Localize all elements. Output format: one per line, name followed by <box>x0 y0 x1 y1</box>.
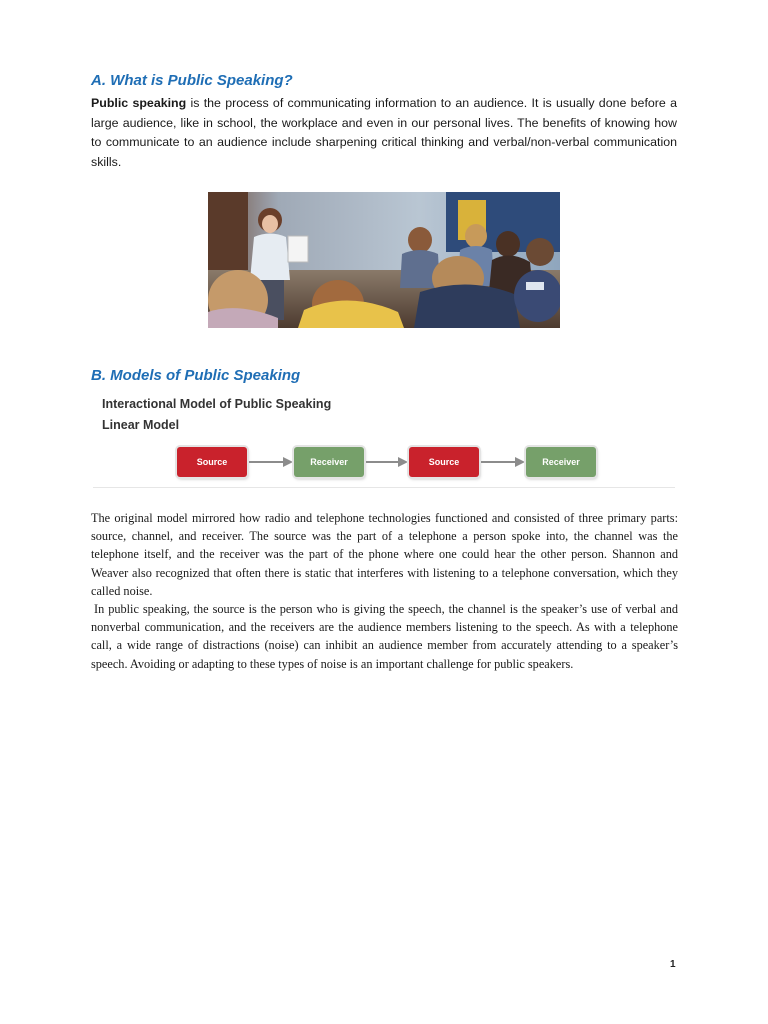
arrow-icon <box>249 455 293 469</box>
diagram-subtitle: Linear Model <box>102 418 180 432</box>
arrow-icon <box>366 455 408 469</box>
classroom-photo <box>208 192 560 328</box>
body-paragraph-2: In public speaking, the source is the person who is giving the speech, the channel is the speaker’s use of verbal and nonverbal communication, and the receivers are the audience members listening to the speech. As with a telephone call, a wide range of distractions (noise) can inhibit an audience member from accurately attending to a speaker’s speech. Avoiding or adapting to these types of noise is an important challenge for public speakers. <box>91 602 678 671</box>
section-b-heading: B. Models of Public Speaking <box>91 367 301 384</box>
public-speaking-definition: is the process of communicating information to an audience. It is usually done before a large audience, like in school, the workplace and even in our personal lives. The benefits of knowing how to communicate to an audience include sharpening critical thinking and verbal/non-verbal communication skills. <box>91 96 677 169</box>
linear-model-diagram <box>93 392 675 492</box>
section-a-heading: A. What is Public Speaking? <box>91 72 293 89</box>
page-number: 1 <box>670 959 676 970</box>
diagram-title: Interactional Model of Public Speaking <box>102 397 332 411</box>
receiver-box-2: Receiver <box>526 447 596 477</box>
arrow-icon <box>481 455 525 469</box>
body-paragraph-1: The original model mirrored how radio and telephone technologies functioned and consisted of three primary parts: source, channel, and receiver. The source was the part of a telephone a person spoke into, the channel was the telephone itself, and the receiver was the part of the phone where one could hear the other person. Shannon and Weaver also recognized that often there is static that interferes with listening to a telephone conversation, which they called noise. <box>91 511 678 598</box>
classroom-photo-image <box>208 192 560 328</box>
receiver-box-1: Receiver <box>294 447 364 477</box>
section-b-body <box>91 509 678 673</box>
section-a-paragraph <box>91 94 677 172</box>
diagram-divider <box>93 487 675 488</box>
source-box-2: Source <box>409 447 479 477</box>
source-box-1: Source <box>177 447 247 477</box>
public-speaking-term: Public speaking <box>91 96 187 110</box>
